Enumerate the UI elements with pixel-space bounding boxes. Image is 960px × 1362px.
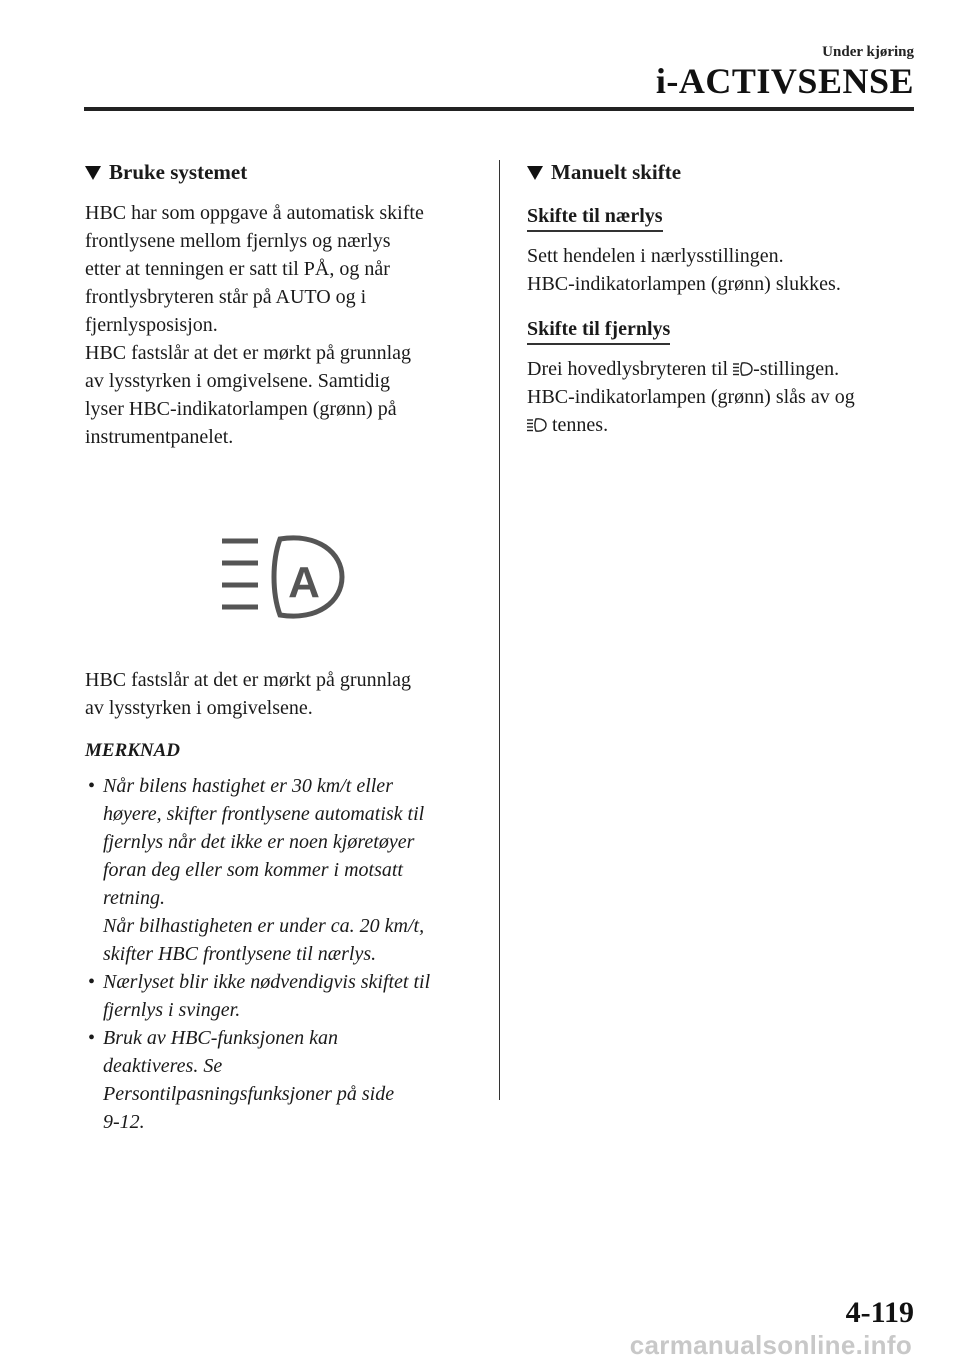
para-line xyxy=(527,411,917,439)
note-line: skifter HBC frontlysene til nærlys. xyxy=(103,943,377,965)
note-line: høyere, skifter frontlysene automatisk til xyxy=(103,803,425,825)
low-beam-paragraph xyxy=(527,242,917,298)
para-line: fjernlysposisjon. xyxy=(85,314,218,336)
para-line: instrumentpanelet. xyxy=(85,426,234,448)
high-beam-paragraph xyxy=(527,355,917,439)
subheading-low-beam: Skifte til nærlys xyxy=(527,205,663,232)
section-title: i-ACTIVSENSE xyxy=(655,61,914,101)
page-number: 4-119 xyxy=(845,1296,914,1329)
note-line: fjernlys når det ikke er noen kjøretøyer xyxy=(103,831,415,853)
para-line: av lysstyrken i omgivelsene. Samtidig xyxy=(85,370,390,392)
note-line: fjernlys i svinger. xyxy=(103,999,241,1021)
para-line xyxy=(527,355,917,383)
description-paragraph xyxy=(85,666,480,722)
auto-high-beam-indicator-icon xyxy=(218,531,348,626)
note-line: foran deg eller som kommer i motsatt xyxy=(103,859,403,881)
para-line: etter at tenningen er satt til PÅ, og når xyxy=(85,258,390,280)
para-line: frontlysene mellom fjernlys og nærlys xyxy=(85,230,391,252)
para-line: HBC-indikatorlampen (grønn) slås av og xyxy=(527,386,855,408)
heading-text: Bruke systemet xyxy=(109,160,248,184)
triangle-marker-icon xyxy=(527,166,543,180)
para-line: HBC fastslår at det er mørkt på grunnlag xyxy=(85,669,412,691)
subheading-high-beam: Skifte til fjernlys xyxy=(527,318,670,345)
para-line: HBC har som oppgave å automatisk skifte xyxy=(85,202,424,224)
note-line: deaktiveres. Se xyxy=(103,1055,223,1077)
note-line: Når bilens hastighet er 30 km/t eller xyxy=(103,775,393,797)
note-line: Bruk av HBC-funksjonen kan xyxy=(103,1027,338,1049)
intro-paragraph xyxy=(85,199,480,451)
bullet: • xyxy=(88,775,96,797)
note-line: Når bilhastigheten er under ca. 20 km/t, xyxy=(103,915,425,937)
heading-bruke-systemet xyxy=(85,160,480,185)
notes-list xyxy=(85,772,480,1136)
right-column xyxy=(527,160,917,439)
text-fragment: -stillingen. xyxy=(753,358,840,380)
triangle-marker-icon xyxy=(85,166,101,180)
chapter-title: Under kjøring xyxy=(822,44,914,60)
note-item xyxy=(85,1024,480,1136)
text-fragment: tennes. xyxy=(547,414,609,436)
note-line: 9-12. xyxy=(103,1111,145,1133)
para-line: HBC-indikatorlampen (grønn) slukkes. xyxy=(527,273,841,295)
high-beam-icon xyxy=(733,357,753,373)
para-line: Sett hendelen i nærlysstillingen. xyxy=(527,245,784,267)
note-label: MERKNAD xyxy=(85,740,181,761)
para-line: lyser HBC-indikatorlampen (grønn) på xyxy=(85,398,397,420)
note-item xyxy=(85,772,480,968)
note-item xyxy=(85,968,480,1024)
note-line: Nærlyset blir ikke nødvendigvis skiftet til xyxy=(103,971,431,993)
heading-manuelt-skifte xyxy=(527,160,917,185)
bullet: • xyxy=(88,971,96,993)
bullet: • xyxy=(88,1027,96,1049)
text-fragment: Drei hovedlysbryteren til xyxy=(527,358,734,380)
heading-text: Manuelt skifte xyxy=(551,160,682,184)
note-line: retning. xyxy=(103,887,166,909)
column-divider xyxy=(499,160,500,1100)
svg-text:A: A xyxy=(288,558,320,607)
header-rule xyxy=(84,107,914,111)
high-beam-icon xyxy=(527,413,547,429)
note-line: Persontilpasningsfunksjoner på side xyxy=(103,1083,395,1105)
para-line: frontlysbryteren står på AUTO og i xyxy=(85,286,367,308)
left-column xyxy=(85,160,480,1136)
watermark: carmanualsonline.info xyxy=(629,1330,912,1360)
para-line: av lysstyrken i omgivelsene. xyxy=(85,697,313,719)
para-line: HBC fastslår at det er mørkt på grunnlag xyxy=(85,342,412,364)
